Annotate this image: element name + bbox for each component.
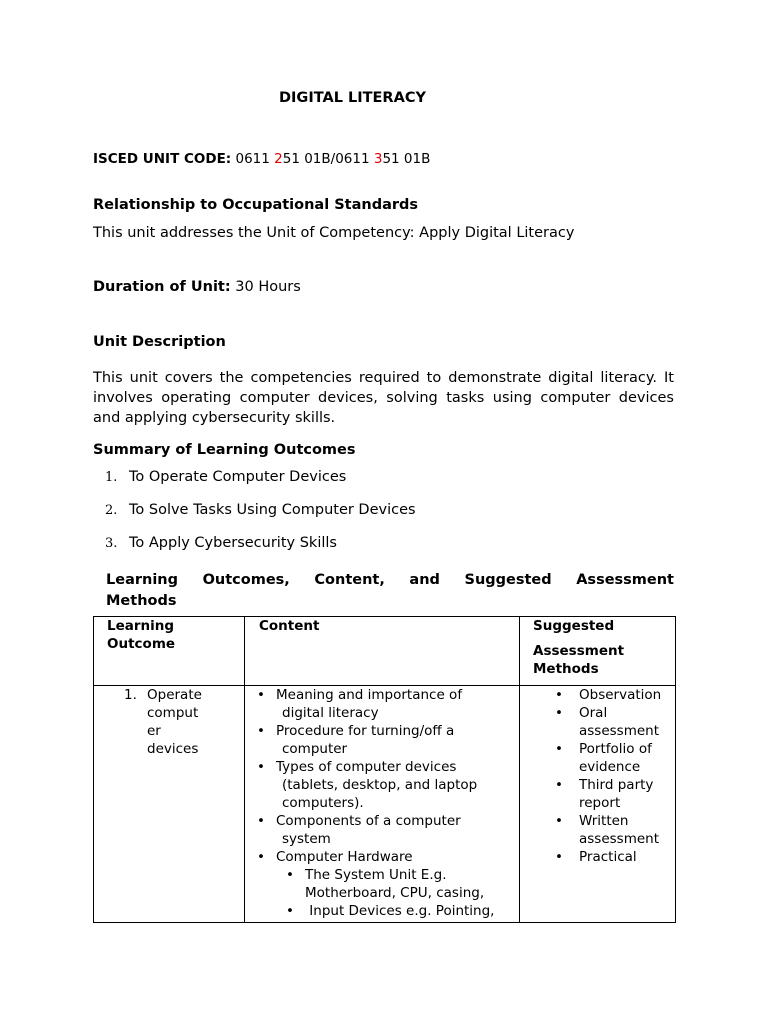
duration-value: 30 Hours (230, 279, 301, 295)
unit-description-heading: Unit Description (93, 334, 226, 350)
outcome-cell-line: er (147, 723, 161, 739)
isced-unit-code (93, 151, 430, 167)
list-item (520, 848, 675, 866)
list-item-text: Types of computer devices (276, 759, 457, 775)
isced-label: ISCED UNIT CODE: (93, 151, 232, 167)
isced-code-part-b: 51 01B/0611 (282, 151, 374, 167)
list-item-text: (tablets, desktop, and laptop (282, 777, 478, 793)
list-item-text: Meaning and importance of (276, 687, 463, 703)
outcome-cell-line: Operate (147, 687, 202, 703)
outcome-item-1 (105, 469, 346, 485)
list-item-text: Observation (579, 687, 662, 703)
outcome-number: 2. (105, 503, 118, 518)
header-text: Content (259, 618, 320, 634)
list-item (520, 776, 675, 812)
outcome-text: To Operate Computer Devices (129, 469, 347, 485)
header-assessment (520, 617, 676, 686)
list-item-text: Practical (579, 849, 637, 865)
list-item-text: Portfolio of (579, 741, 652, 757)
outcome-number: 3. (105, 536, 118, 551)
list-item-text: digital literacy (282, 705, 379, 721)
list-item (245, 758, 519, 812)
list-item-text: evidence (579, 759, 641, 775)
list-item-text: The System Unit E.g. (305, 867, 447, 883)
list-item-text: Procedure for turning/off a (276, 723, 455, 739)
list-item-text: Written (579, 813, 629, 829)
table-header-row (94, 617, 676, 686)
outcome-cell-line: devices (147, 741, 199, 757)
table-heading-line2: Methods (106, 593, 177, 609)
sub-list-item (245, 866, 519, 902)
relationship-text: This unit addresses the Unit of Competency: Apply Digital Literacy (93, 225, 575, 241)
list-item-text: assessment (579, 831, 660, 847)
isced-code-red-a: 2 (274, 151, 283, 167)
list-item-text: Oral (579, 705, 608, 721)
header-text: Learning (107, 618, 175, 634)
assessment-cell (520, 686, 676, 923)
duration-label: Duration of Unit: (93, 279, 231, 295)
outcome-cell-line: comput (147, 705, 199, 721)
isced-code-red-b: 3 (373, 151, 383, 167)
content-list (245, 686, 519, 920)
content-cell (245, 686, 520, 923)
assessment-list (520, 686, 675, 866)
relationship-heading: Relationship to Occupational Standards (93, 197, 419, 213)
outcome-text: To Apply Cybersecurity Skills (129, 535, 337, 551)
outcome-cell (94, 686, 245, 923)
list-item-text: computer (282, 741, 348, 757)
header-text: Outcome (107, 636, 176, 652)
list-item (245, 722, 519, 758)
list-item (520, 740, 675, 776)
isced-code-part-a: 0611 (235, 151, 275, 167)
list-item-text: report (579, 795, 621, 811)
header-text: Suggested (533, 618, 615, 634)
outcome-text: To Solve Tasks Using Computer Devices (129, 502, 416, 518)
unit-description-text: This unit covers the competencies required to demonstrate digital literacy. It involves operating computer devices, solving tasks using computer devices and applying cybersecurity skills. (93, 370, 674, 426)
summary-heading: Summary of Learning Outcomes (93, 442, 356, 458)
list-item (245, 812, 519, 848)
duration-line (93, 279, 301, 295)
list-item-text: Third party (579, 777, 654, 793)
header-learning-outcome (94, 617, 245, 686)
list-item-text: assessment (579, 723, 660, 739)
isced-code-part-c: 51 01B (382, 151, 431, 167)
list-item-text: Components of a computer (276, 813, 461, 829)
table-row (94, 686, 676, 923)
list-item (520, 686, 675, 704)
list-item-text: computers). (282, 795, 364, 811)
outcome-item-3 (105, 535, 337, 551)
list-item (520, 704, 675, 740)
outcome-cell-number: 1. (124, 687, 137, 703)
learning-outcomes-table (93, 616, 676, 923)
list-item (245, 848, 519, 866)
outcome-item-2 (105, 502, 416, 518)
list-item-text: Input Devices e.g. Pointing, (305, 903, 495, 919)
table-heading-line1: Learning Outcomes, Content, and Suggested Assessment (106, 572, 674, 588)
list-item (520, 812, 675, 848)
header-text: Methods (533, 661, 599, 677)
list-item (245, 686, 519, 722)
list-item-text: system (282, 831, 331, 847)
outcome-number: 1. (105, 470, 118, 485)
header-content (245, 617, 520, 686)
list-item-text: Motherboard, CPU, casing, (305, 885, 485, 901)
document-title: DIGITAL LITERACY (279, 90, 426, 106)
sub-list-item (245, 902, 519, 920)
header-text: Assessment (533, 643, 625, 659)
list-item-text: Computer Hardware (276, 849, 413, 865)
